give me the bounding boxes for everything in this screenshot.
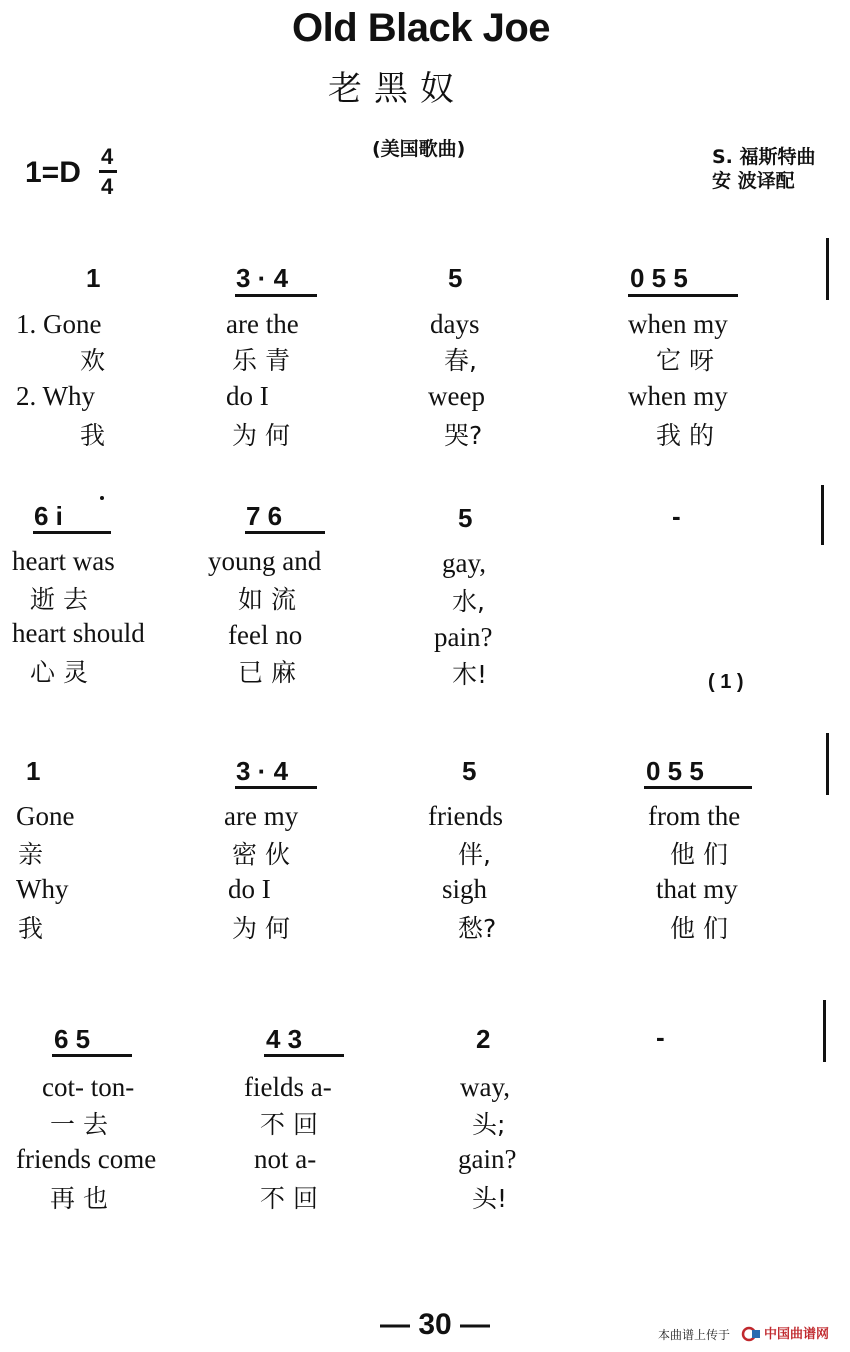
bar-line — [823, 1000, 826, 1062]
page-number: — 30 — — [380, 1308, 491, 1341]
lyric-verse2-cn: 不 回 — [260, 1184, 318, 1213]
lyric-verse1-en: young and — [208, 546, 322, 576]
lyric-verse1-cn: 亲 — [18, 840, 44, 869]
lyric-verse2-cn: 他 们 — [670, 914, 728, 943]
lyric-verse2-en: not a- — [254, 1144, 317, 1174]
lyric-verse1-cn: 如 流 — [238, 585, 296, 614]
lyric-verse2-cn: 我 — [80, 421, 106, 450]
beam-underline — [235, 294, 317, 297]
lyric-verse2-cn: 头! — [472, 1184, 508, 1213]
note-extension: - — [672, 501, 681, 531]
song-subtitle: 老黑奴 — [328, 69, 466, 109]
note: 1 — [26, 756, 41, 786]
note: 1 — [86, 263, 101, 293]
song-origin: (美国歌曲) — [372, 138, 466, 160]
beam-underline — [245, 531, 325, 534]
note: 2 — [476, 1024, 491, 1054]
lyric-verse2-cn: 再 也 — [50, 1184, 108, 1213]
lyric-verse1-cn: 密 伙 — [232, 840, 290, 869]
lyric-verse1-cn: 一 去 — [50, 1110, 108, 1139]
lyric-verse1-en: cot- ton- — [42, 1072, 135, 1102]
lyric-verse2-en: sigh — [442, 874, 488, 904]
lyric-verse2-en: Why — [16, 874, 69, 904]
lyric-verse2-cn: 愁? — [458, 914, 497, 943]
lyric-verse1-cn: 它 呀 — [656, 346, 714, 375]
lyric-verse2-en: feel no — [228, 620, 303, 650]
lyric-verse1-en: days — [430, 309, 480, 339]
beam-underline — [235, 786, 317, 789]
lyric-verse1-en: are my — [224, 801, 299, 831]
lyric-verse2-en: weep — [428, 381, 485, 411]
lyric-verse1-en: when my — [628, 309, 728, 339]
lyric-verse2-cn: 已 麻 — [238, 658, 296, 687]
site-logo-icon — [741, 1326, 761, 1342]
note: 0 5 5 — [630, 263, 688, 293]
note: 6 i — [34, 501, 63, 531]
song-title: Old Black Joe — [292, 6, 551, 50]
beam-underline — [264, 1054, 344, 1057]
lyric-verse2-cn: 心 灵 — [30, 658, 88, 687]
translator-credit: 安 波译配 — [712, 170, 795, 192]
note: 3 · 4 — [236, 263, 289, 293]
lyric-verse1-en: from the — [648, 801, 741, 831]
note: 5 — [462, 756, 477, 786]
lyric-verse1-cn: 伴, — [458, 840, 491, 869]
lyric-verse1-en: are the — [226, 309, 299, 339]
lyric-verse1-en: Gone — [16, 801, 75, 831]
upload-credit: 本曲谱上传于 — [658, 1328, 731, 1342]
lyric-verse1-en: friends — [428, 801, 503, 831]
beam-underline — [52, 1054, 132, 1057]
lyric-verse1-cn: 水, — [452, 587, 485, 616]
note: 5 — [458, 503, 473, 533]
lyric-verse2-en: friends come — [16, 1144, 157, 1174]
note: 7 6 — [246, 501, 283, 531]
lyric-verse1-cn: 头; — [472, 1110, 506, 1139]
pickup-note: ( 1 ) — [708, 671, 744, 693]
lyric-verse2-en: that my — [656, 874, 738, 904]
key-signature: 1=D — [25, 156, 81, 189]
note: 4 3 — [266, 1024, 303, 1054]
composer-credit: S. 福斯特曲 — [712, 146, 816, 168]
time-signature-line — [99, 170, 117, 173]
bar-line — [826, 238, 829, 300]
note: 3 · 4 — [236, 756, 289, 786]
lyric-verse2-en: do I — [228, 874, 271, 904]
lyric-verse2-en: when my — [628, 381, 728, 411]
lyric-verse2-cn: 为 何 — [232, 914, 290, 943]
lyric-verse2-en: 2. Why — [16, 381, 95, 411]
note-extension: - — [656, 1022, 665, 1052]
lyric-verse1-cn: 欢 — [80, 346, 106, 375]
lyric-verse1-cn: 春, — [444, 346, 477, 375]
lyric-verse1-cn: 乐 青 — [232, 346, 290, 375]
lyric-verse2-cn: 为 何 — [232, 421, 290, 450]
lyric-verse1-en: way, — [460, 1072, 510, 1102]
lyric-verse1-cn: 不 回 — [260, 1110, 318, 1139]
note: 5 — [448, 263, 463, 293]
beam-underline — [628, 294, 738, 297]
bar-line — [821, 485, 824, 545]
high-octave-dot — [100, 496, 104, 500]
lyric-verse1-en: fields a- — [244, 1072, 332, 1102]
lyric-verse2-en: gain? — [458, 1144, 517, 1174]
lyric-verse1-en: heart was — [12, 546, 115, 576]
time-signature-denominator: 4 — [101, 174, 114, 199]
beam-underline — [33, 531, 111, 534]
lyric-verse1-en: 1. Gone — [16, 309, 102, 339]
lyric-verse2-cn: 我 — [18, 914, 44, 943]
lyric-verse2-en: do I — [226, 381, 269, 411]
lyric-verse2-cn: 我 的 — [656, 421, 714, 450]
lyric-verse2-en: heart should — [12, 618, 145, 648]
note: 6 5 — [54, 1024, 91, 1054]
lyric-verse1-en: gay, — [442, 548, 486, 578]
lyric-verse2-en: pain? — [434, 622, 493, 652]
note: 0 5 5 — [646, 756, 704, 786]
lyric-verse1-cn: 逝 去 — [30, 585, 88, 614]
site-name[interactable]: 中国曲谱网 — [764, 1327, 830, 1342]
beam-underline — [644, 786, 752, 789]
lyric-verse2-cn: 木! — [452, 660, 488, 689]
lyric-verse1-cn: 他 们 — [670, 840, 728, 869]
time-signature-numerator: 4 — [101, 144, 114, 169]
lyric-verse2-cn: 哭? — [444, 421, 483, 450]
bar-line — [826, 733, 829, 795]
